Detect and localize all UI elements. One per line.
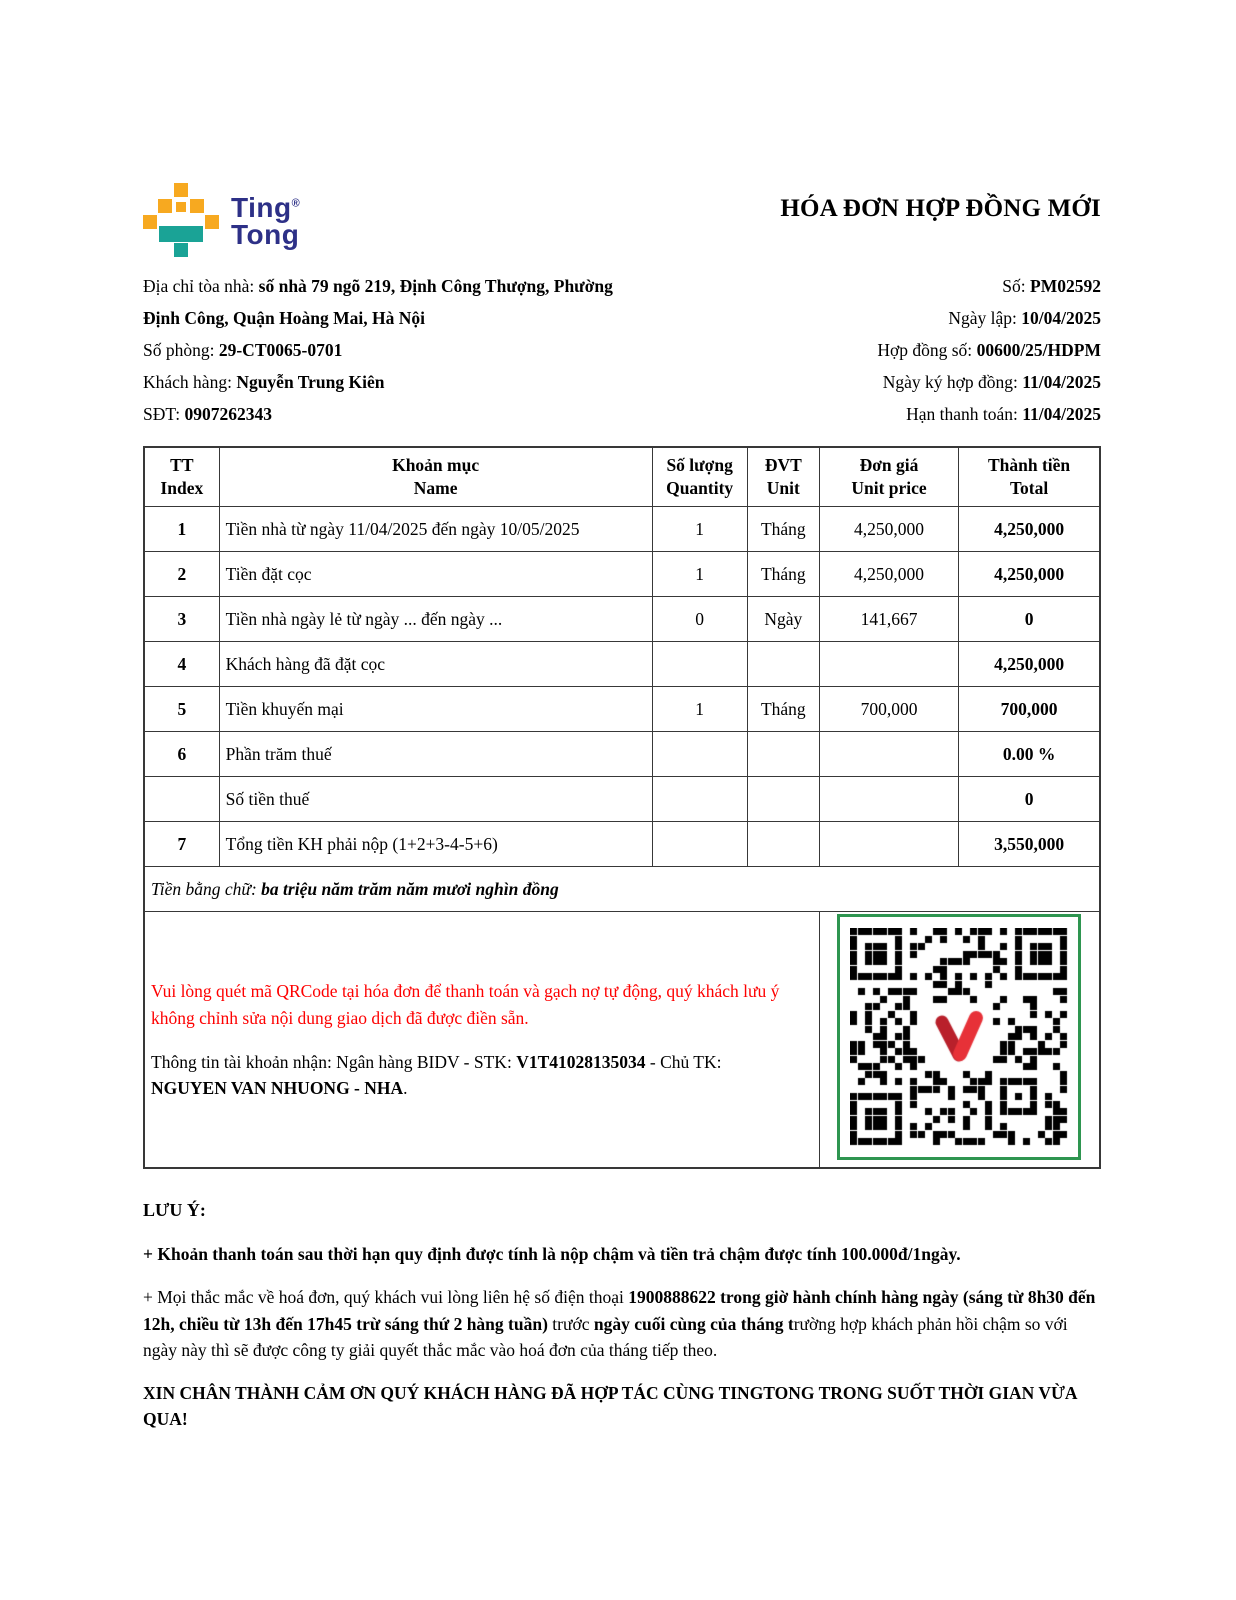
hotline-number: 1900888622 trong giờ hành chính hàng ngày (sáng từ 8h30 đến 12h, chiều từ 13h đến 17h45 trừ sáng thứ 2 hàng tuần) [143, 1287, 1096, 1334]
payment-instructions-cell [144, 912, 819, 1169]
note-hotline: + Mọi thắc mắc về hoá đơn, quý khách vui lòng liên hệ số điện thoại 1900888622 trong giờ hành chính hàng ngày (sáng từ 8h30 đến 12h, chiều từ 13h đến 17h45 trừ sáng thứ 2 hàng tuần) trước ngày cuối cùng của tháng trường hợp khách phản hồi chậm so với ngày này thì sẽ được công ty giải quyết thắc mắc vào hoá đơn của tháng tiếp theo. [143, 1287, 1096, 1360]
table-row: 3 Tiền nhà ngày lẻ từ ngày ... đến ngày ... 0 Ngày 141,667 0 [144, 597, 1100, 642]
qr-code-canvas [850, 928, 1068, 1146]
phone-label: SĐT: [143, 404, 185, 424]
account-number: V1T41028135034 [516, 1052, 646, 1073]
address-value: số nhà 79 ngõ 219, Định Công Thượng, Phường Định Công, Quận Hoàng Mai, Hà Nội [143, 276, 613, 328]
table-row: 4 Khách hàng đã đặt cọc 4,250,000 [144, 642, 1100, 687]
issue-date-line: Ngày lập: 10/04/2025 [948, 308, 1101, 328]
qr-payment-notice: Vui lòng quét mã QRCode tại hóa đơn để thanh toán và gạch nợ tự động, quý khách lưu ý không chỉnh sửa nội dung giao dịch đã được điền sẵn. [151, 980, 780, 1028]
room-value: 29-CT0065-0701 [218, 340, 343, 360]
notes-section [143, 1197, 1101, 1433]
document-body [143, 0, 1101, 1450]
customer-value: Nguyễn Trung Kiên [236, 372, 385, 392]
invoice-meta [877, 270, 1101, 430]
customer-info [143, 270, 648, 430]
address-label: Địa chỉ tòa nhà: [143, 276, 259, 296]
table-row: 2 Tiền đặt cọc 1 Tháng 4,250,000 4,250,000 [144, 552, 1100, 597]
invoice-table [143, 446, 1101, 1169]
document-title: HÓA ĐƠN HỢP ĐỒNG MỚI [780, 195, 1101, 222]
note-late-payment: + Khoản thanh toán sau thời hạn quy định được tính là nộp chậm và tiền trả chậm được tính 100.000đ/1ngày. [143, 1244, 961, 1265]
col-header-index: TT Index [144, 447, 219, 507]
registered-trademark-icon: ® [291, 197, 301, 210]
phone-value: 0907262343 [184, 404, 272, 424]
amount-in-words-label: Tiền bằng chữ: [151, 878, 262, 899]
table-row: 5 Tiền khuyến mại 1 Tháng 700,000 700,000 [144, 687, 1100, 732]
amount-in-words-value: ba triệu năm trăm năm mươi nghìn đồng [261, 878, 559, 899]
col-header-qty: Số lượng Quantity [652, 447, 747, 507]
header [143, 183, 1101, 259]
contract-number-line: Hợp đồng số: 00600/25/HDPM [877, 340, 1101, 360]
table-row: 7 Tổng tiền KH phải nộp (1+2+3-4-5+6) 3,550,000 [144, 822, 1100, 867]
due-date-line: Hạn thanh toán: 11/04/2025 [906, 404, 1101, 424]
notes-heading: LƯU Ý: [143, 1200, 206, 1221]
tingtong-wordmark: Ting® Tong [231, 191, 301, 250]
room-label: Số phòng: [143, 340, 219, 360]
table-row: 6 Phần trăm thuế 0.00 % [144, 732, 1100, 777]
invoice-info [143, 270, 1101, 430]
sign-date-line: Ngày ký hợp đồng: 11/04/2025 [882, 372, 1101, 392]
tingtong-pixel-arrows-icon [143, 183, 219, 259]
qr-code-cell [819, 912, 1100, 1169]
amount-in-words-row [144, 867, 1100, 912]
col-header-name: Khoản mục Name [219, 447, 652, 507]
col-header-unit: ĐVT Unit [747, 447, 819, 507]
bank-account-info: Thông tin tài khoản nhận: Ngân hàng BIDV - STK: V1T41028135034 - Chủ TK: NGUYEN VAN NHUONG - NHA. [151, 1052, 722, 1099]
table-row: 1 Tiền nhà từ ngày 11/04/2025 đến ngày 10/05/2025 1 Tháng 4,250,000 4,250,000 [144, 507, 1100, 552]
payment-row [144, 912, 1100, 1169]
qr-code [837, 914, 1081, 1160]
col-header-price: Đơn giá Unit price [819, 447, 958, 507]
tingtong-logo [143, 183, 300, 259]
table-header-row [144, 447, 1100, 507]
account-holder: NGUYEN VAN NHUONG - NHA [151, 1078, 404, 1099]
col-header-total: Thành tiền Total [959, 447, 1100, 507]
invoice-number-line: Số: PM02592 [1002, 276, 1101, 296]
table-row: Số tiền thuế 0 [144, 777, 1100, 822]
thank-you-message: XIN CHÂN THÀNH CẢM ƠN QUÝ KHÁCH HÀNG ĐÃ HỢP TÁC CÙNG TINGTONG TRONG SUỐT THỜI GIAN VỪA QUA! [143, 1383, 1077, 1430]
customer-label: Khách hàng: [143, 372, 237, 392]
